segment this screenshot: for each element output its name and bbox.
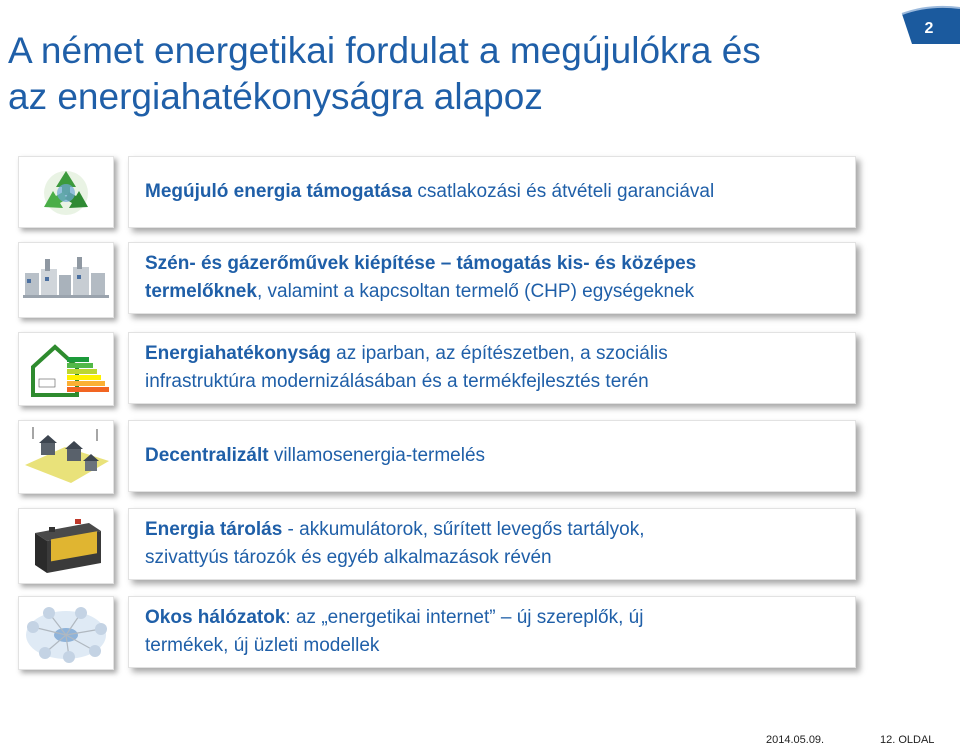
item-line: Energiahatékonyság az iparban, az építészetben, a szociális — [145, 343, 668, 364]
text-panel — [128, 596, 856, 668]
title-line-1: A német energetikai fordulat a megújulókra és — [8, 30, 761, 71]
icon-tile — [18, 596, 114, 670]
icon-tile — [18, 332, 114, 406]
item-line: infrastruktúra modernizálásában és a termékfejlesztés terén — [145, 371, 649, 392]
energy-label-house-icon — [19, 333, 113, 405]
footer-page-label: 12. OLDAL — [880, 734, 935, 746]
recycle-icon — [19, 157, 113, 227]
item-line: szivattyús tározók és egyéb alkalmazások révén — [145, 547, 552, 568]
footer-date: 2014.05.09. — [766, 734, 825, 746]
icon-tile — [18, 242, 114, 318]
text-panel — [128, 420, 856, 492]
item-line: Okos hálózatok: az „energetikai internet” – új szereplők, új — [145, 607, 644, 628]
title-line-2: az energiahatékonyságra alapoz — [8, 76, 543, 117]
item-line: Decentralizált villamosenergia-termelés — [145, 445, 486, 466]
item-line: termékek, új üzleti modellek — [145, 635, 380, 656]
page-title — [8, 28, 888, 120]
page-number: 2 — [924, 20, 934, 37]
icon-tile — [18, 156, 114, 228]
battery-icon — [19, 509, 113, 583]
page-number-badge — [898, 0, 960, 44]
solar-houses-icon — [19, 421, 113, 493]
text-panel — [128, 156, 856, 228]
icon-tile — [18, 420, 114, 494]
icon-tile — [18, 508, 114, 584]
item-line: Energia tárolás - akkumulátorok, sűrített levegős tartályok, — [145, 519, 645, 540]
smart-grid-icon — [19, 597, 113, 669]
text-panel — [128, 332, 856, 404]
power-plant-icon — [19, 243, 113, 317]
item-line: Megújuló energia támogatása csatlakozási és átvételi garanciával — [145, 181, 715, 202]
text-panel — [128, 242, 856, 314]
item-line: termelőknek, valamint a kapcsoltan termelő (CHP) egységeknek — [145, 281, 695, 302]
item-line: Szén- és gázerőművek kiépítése – támogatás kis- és középes — [145, 253, 697, 274]
text-panel — [128, 508, 856, 580]
